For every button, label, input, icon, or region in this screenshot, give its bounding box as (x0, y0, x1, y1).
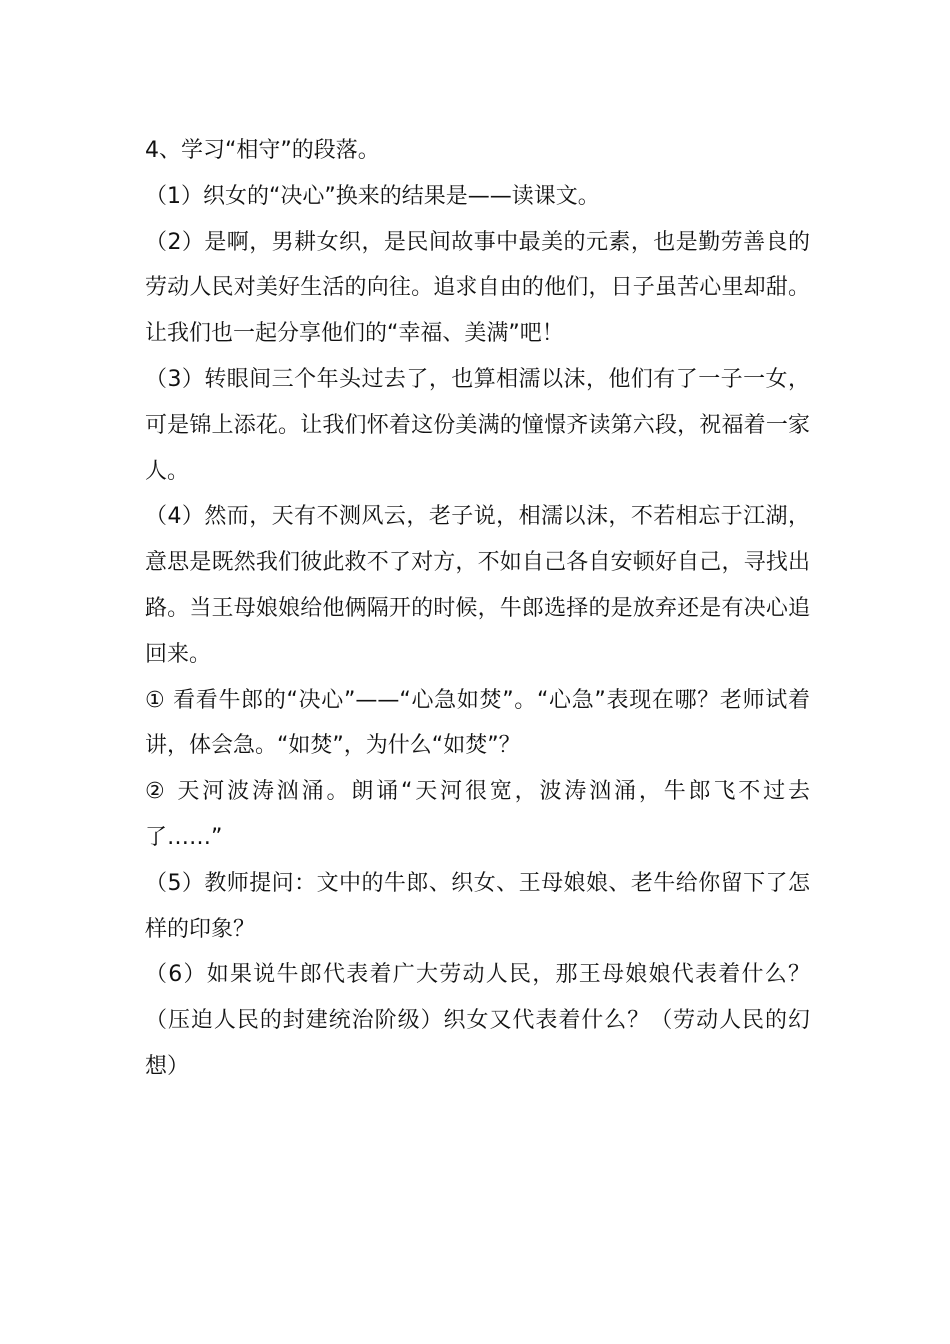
section-heading: 4、学习“相守”的段落。 (145, 138, 380, 163)
paragraph-1: （1）织女的“决心”换来的结果是——读课文。 (145, 183, 600, 209)
paragraph-6: （6）如果说牛郎代表着广大劳动人民，那王母娘娘代表着什么？（压迫人民的封建统治阶级）织女又代表着什么？（劳动人民的幻想） (145, 962, 810, 1079)
list-item-1: ① 看看牛郎的“决心”——“心急如焚”。“心急”表现在哪？老师试着讲，体会急。“如焚”，为什么“如焚”？ (145, 687, 810, 759)
paragraph-5: （5）教师提问：文中的牛郎、织女、王母娘娘、老牛给你留下了怎样的印象？ (145, 870, 810, 942)
list-item-2: ② 天河波涛汹涌。朗诵“天河很宽，波涛汹涌，牛郎飞不过去了……” (145, 779, 810, 850)
paragraph-4: （4）然而，天有不测风云，老子说，相濡以沫，不若相忘于江湖，意思是既然我们彼此救不了对方，不如自己各自安顿好自己，寻找出路。当王母娘娘给他俩隔开的时候，牛郎选择的是放弃还是有决心追回来。 (145, 504, 810, 667)
paragraph-2: （2）是啊，男耕女织，是民间故事中最美的元素，也是勤劳善良的劳动人民对美好生活的向往。追求自由的他们，日子虽苦心里却甜。让我们也一起分享他们的“幸福、美满”吧！ (145, 229, 810, 347)
document-body (145, 128, 810, 1090)
paragraph-3: （3）转眼间三个年头过去了，也算相濡以沫，他们有了一子一女，可是锦上添花。让我们怀着这份美满的憧憬齐读第六段，祝福着一家人。 (145, 366, 810, 484)
